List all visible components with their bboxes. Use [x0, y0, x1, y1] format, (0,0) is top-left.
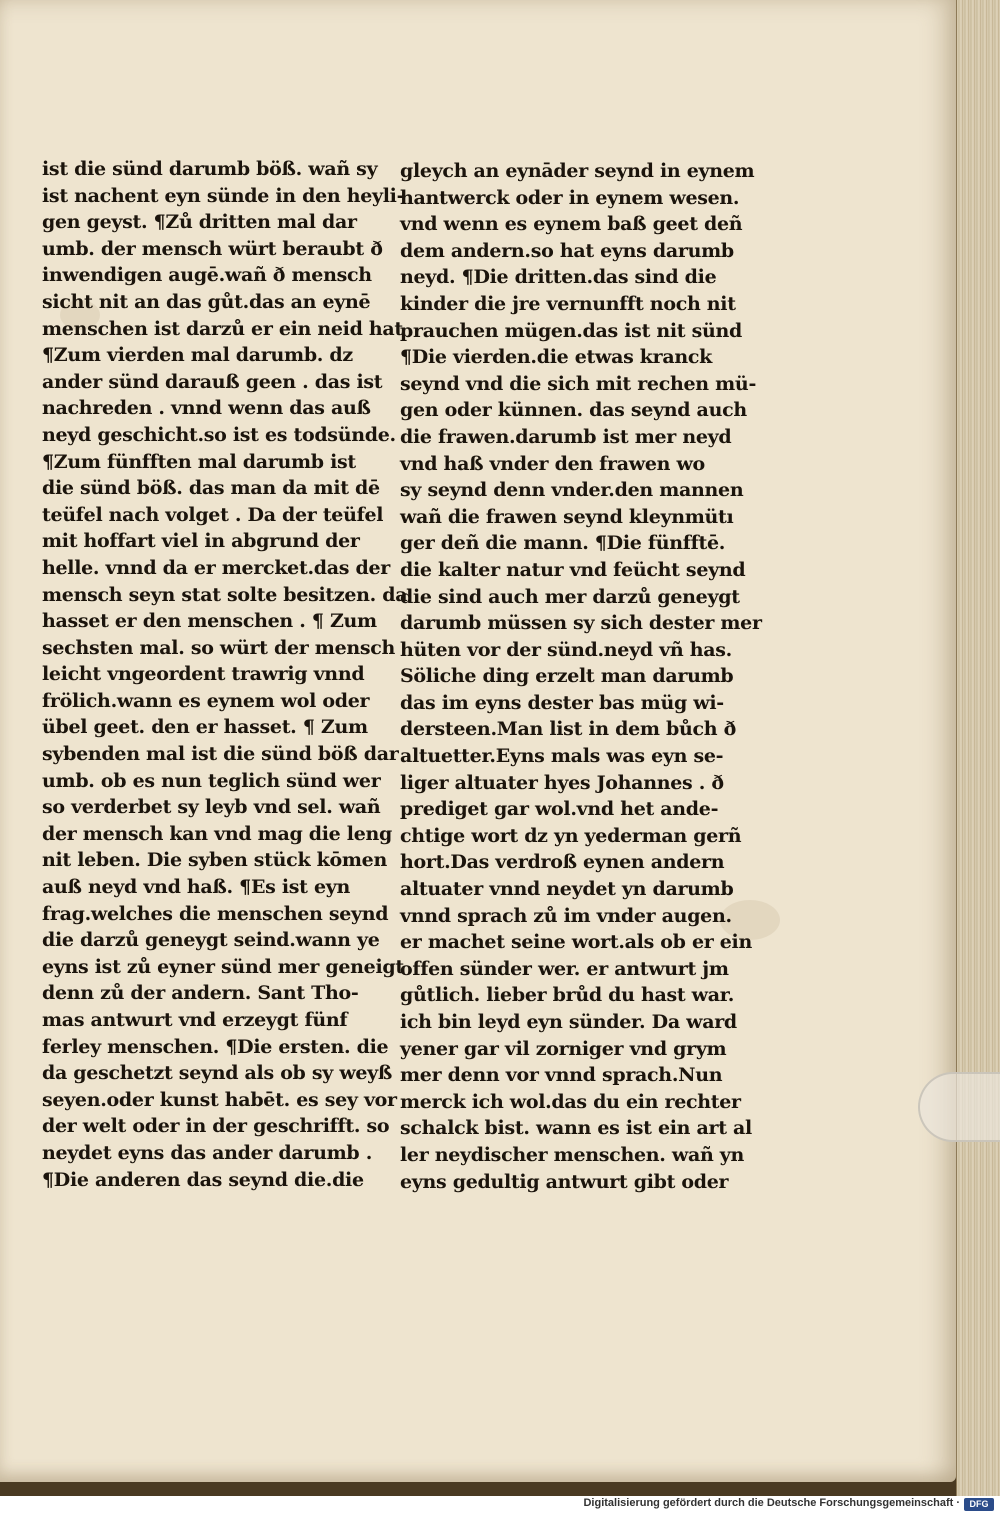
text-line: dem andern.so hat eyns darumb	[400, 239, 734, 262]
text-line: chtige wort dz yn yederman gerñ	[400, 824, 742, 847]
text-line: da geschetzt seynd als ob sy weyß	[42, 1062, 393, 1085]
text-line: neyd. ¶Die dritten.das sind die	[400, 266, 717, 289]
text-line: der mensch kan vnd mag die leng	[42, 822, 392, 845]
text-line: ¶Die vierden.die etwas kranck	[400, 346, 713, 369]
text-line: ist die sünd darumb böß. wañ sy	[42, 158, 378, 180]
text-line: frölich.wann es eynem wol oder	[42, 689, 370, 712]
text-line: mas antwurt vnd erzeygt fünf	[42, 1009, 348, 1031]
text-line: menschen ist darzů er ein neid hat	[42, 317, 403, 340]
text-line: darumb müssen sy sich dester mer	[400, 612, 762, 635]
text-line: gůtlich. lieber brůd du hast war.	[400, 984, 735, 1007]
text-line: ferley menschen. ¶Die ersten. die	[42, 1035, 389, 1058]
text-line: das im eyns dester bas müg wi-	[400, 691, 724, 714]
text-line: ¶Zum fünfften mal darumb ist	[42, 450, 356, 473]
text-line: hantwerck oder in eynem wesen.	[400, 186, 740, 209]
text-line: kinder die jre vernunfft noch nit	[400, 292, 736, 315]
text-line: vnd haß vnder den frawen wo	[400, 452, 705, 475]
text-line: prauchen mügen.das ist nit sünd	[400, 319, 742, 342]
text-line: yener gar vil zorniger vnd grym	[400, 1037, 727, 1060]
page-edges	[956, 0, 1000, 1496]
text-line: ich bin leyd eyn sünder. Da ward	[400, 1011, 737, 1033]
text-line: denn zů der andern. Sant Tho-	[42, 982, 359, 1005]
text-line: merck ich wol.das du ein rechter	[400, 1090, 741, 1113]
text-line: vnnd sprach zů im vnder augen.	[400, 904, 732, 927]
text-line: er machet seine wort.als ob er ein	[400, 931, 752, 954]
footer-credit: Digitalisierung gefördert durch die Deutsche Forschungsgemeinschaft ·	[583, 1497, 960, 1509]
text-line: ander sünd darauß geen . das ist	[42, 370, 383, 393]
text-line: nit leben. Die syben stück kōmen	[42, 849, 387, 872]
text-line: eyns ist zů eyner sünd mer geneigt	[42, 955, 404, 978]
text-line: offen sünder wer. er antwurt jm	[400, 957, 729, 980]
text-line: nachreden . vnnd wenn das auß	[42, 397, 371, 420]
text-line: die darzů geneygt seind.wann ye	[42, 929, 380, 952]
text-line: sybenden mal ist die sünd böß dar	[42, 743, 399, 766]
text-line: ¶Zum vierden mal darumb. dz	[42, 344, 353, 367]
text-line: umb. ob es nun teglich sünd wer	[42, 769, 381, 792]
dfg-logo: DFG	[964, 1498, 994, 1511]
text-line: mit hoffart viel in abgrund der	[42, 530, 360, 553]
text-line: ger deñ die mann. ¶Die fünfftē.	[400, 532, 726, 555]
text-line: hasset er den menschen . ¶ Zum	[42, 610, 377, 633]
text-line: altuater vnnd neydet yn darumb	[400, 878, 734, 901]
text-line: sy seynd denn vnder.den mannen	[400, 479, 744, 502]
text-line: vnd wenn es eynem baß geet deñ	[400, 213, 743, 236]
text-line: neydet eyns das ander darumb .	[42, 1141, 373, 1164]
text-line: mensch seyn stat solte besitzen. da	[42, 583, 408, 606]
text-line: hüten vor der sünd.neyd vñ has.	[400, 638, 732, 661]
text-line: frag.welches die menschen seynd	[42, 902, 389, 925]
page-tab-marker	[918, 1072, 1000, 1142]
text-line: eyns gedultig antwurt gibt oder	[400, 1170, 729, 1193]
text-line: der welt oder in der geschrifft. so	[42, 1115, 390, 1138]
text-line: hort.Das verdroß eynen andern	[400, 851, 725, 874]
text-line: helle. vnnd da er mercket.das der	[42, 556, 390, 579]
text-line: die sünd böß. das man da mit dē	[42, 477, 380, 500]
text-line: prediget gar wol.vnd het ande-	[400, 798, 719, 821]
text-line: seyen.oder kunst habēt. es sey vor	[42, 1088, 397, 1111]
text-line: so verderbet sy leyb vnd sel. wañ	[42, 796, 381, 819]
text-line: übel geet. den er hasset. ¶ Zum	[42, 716, 368, 739]
text-line: teüfel nach volget . Da der teüfel	[42, 503, 384, 526]
text-line: auß neyd vnd haß. ¶Es ist eyn	[42, 876, 350, 899]
text-line: liger altuater hyes Johannes . ð	[400, 771, 724, 794]
text-line: gleych an eynāder seynd in eynem	[400, 160, 755, 182]
text-line: schalck bist. wann es ist ein art al	[400, 1117, 752, 1140]
text-line: wañ die frawen seynd kleynmütı	[400, 505, 734, 528]
text-line: inwendigen augē.wañ ð mensch	[42, 264, 372, 287]
text-line: gen oder künnen. das seynd auch	[400, 399, 747, 422]
footer	[0, 1496, 1000, 1514]
text-line: mer denn vor vnnd sprach.Nun	[400, 1064, 723, 1087]
text-line: sechsten mal. so würt der mensch	[42, 636, 396, 659]
text-line: altuetter.Eyns mals was eyn se-	[400, 745, 724, 768]
text-line: die sind auch mer darzů geneygt	[400, 585, 740, 608]
text-line: umb. der mensch würt beraubt ð	[42, 237, 383, 260]
text-line: leicht vngeordent trawrig vnnd	[42, 663, 365, 686]
text-column-left	[42, 156, 408, 1193]
text-line: die frawen.darumb ist mer neyd	[400, 425, 732, 448]
text-line: ¶Die anderen das seynd die.die	[42, 1168, 364, 1191]
text-line: sicht nit an das gůt.das an eynē	[42, 290, 371, 313]
text-line: neyd geschicht.so ist es todsünde.	[42, 423, 396, 446]
text-line: Söliche ding erzelt man darumb	[400, 665, 734, 688]
text-line: die kalter natur vnd feücht seynd	[400, 558, 746, 581]
text-line: ler neydischer menschen. wañ yn	[400, 1143, 745, 1166]
text-line: gen geyst. ¶Zů dritten mal dar	[42, 211, 357, 234]
text-column-right	[400, 158, 762, 1195]
text-line: dersteen.Man list in dem bůch ð	[400, 718, 736, 741]
text-line: ist nachent eyn sünde in den heyli-	[42, 184, 405, 207]
text-line: seynd vnd die sich mit rechen mü-	[400, 372, 757, 395]
